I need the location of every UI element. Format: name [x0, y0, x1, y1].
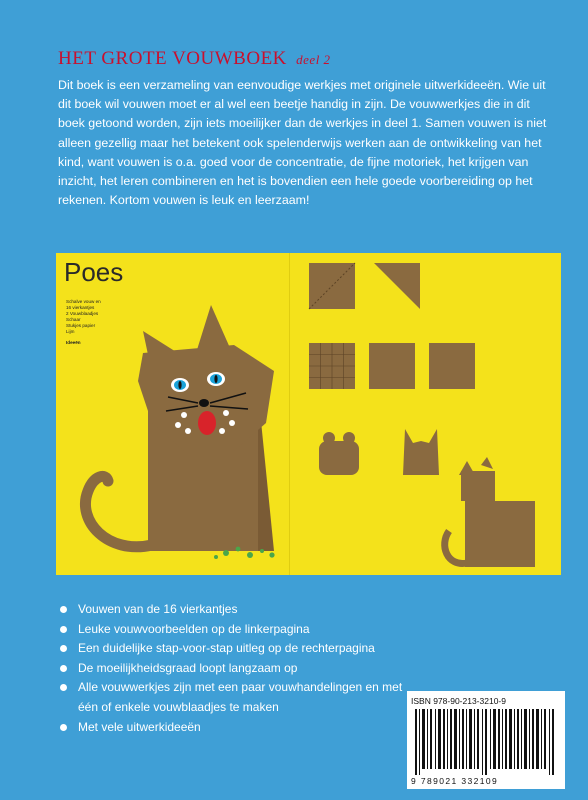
- barcode-number: 9 789021 332109: [411, 776, 499, 786]
- sample-spread-image: [56, 253, 561, 575]
- step-4: [319, 429, 439, 475]
- feature-item: Vouwen van de 16 vierkantjes: [60, 600, 410, 620]
- material-item: Schaar: [66, 317, 81, 322]
- cat-tail: [85, 476, 152, 546]
- book-title: [58, 48, 331, 70]
- material-item: 16 vierkantjes: [66, 305, 95, 310]
- isbn-label: ISBN 978-90-213-3210-9: [411, 696, 506, 706]
- step-2: [374, 263, 420, 309]
- feature-item: Een duidelijke stap-voor-stap uitleg op de rechterpagina: [60, 639, 410, 659]
- title-subtitle: deel 2: [296, 52, 331, 67]
- feature-item: Alle vouwwerkjes zijn met een paar vouwhandelingen en met één of enkele vouwblaadjes te maken: [60, 678, 410, 717]
- ideas-heading: Ideeën: [66, 340, 81, 345]
- feature-item: De moeilijkheidsgraad loopt langzaam op: [60, 659, 410, 679]
- material-item: Schalve vouw en: [66, 299, 101, 304]
- title-main: HET GROTE VOUWBOEK: [58, 48, 287, 69]
- feature-list: [60, 600, 410, 737]
- cat-illustration: [56, 253, 289, 575]
- isbn-barcode-box: [407, 691, 565, 789]
- step-5-silhouette: [445, 457, 535, 567]
- cat-tongue: [198, 411, 216, 435]
- folding-steps: [289, 253, 561, 575]
- step-1: [309, 263, 355, 309]
- material-item: Stukjes papier: [66, 323, 96, 328]
- spread-heading: Poes: [64, 257, 124, 287]
- barcode-icon: [415, 709, 557, 775]
- feature-item: Met vele uitwerkideeën: [60, 718, 410, 738]
- cat-nose: [199, 399, 209, 407]
- intro-paragraph: Dit boek is een verzameling van eenvoudige werkjes met originele uitwerkideeën. Wie uit dit boek wil vouwen moet er al wel een beetje handig in zijn. De vouwwerkjes die in dit boek getoond worden, zijn iets moeilijker dan de werkjes in deel 1. Samen vouwen is niet alleen gezellig maar het betekent ook spelenderwijs werken aan de ontwikkeling van het kind, want vouwen is o.a. goed voor de concentratie, de fijne motoriek, het krijgen van inzicht, het leren combineren en het is bovendien een hele goede voorbereiding op het rekenen. Kortom vouwen is leuk en leerzaam!: [58, 78, 547, 208]
- feature-item: Leuke vouwvoorbeelden op de linkerpagina: [60, 620, 410, 640]
- material-item: 2 Vouwblaadjes: [66, 311, 99, 316]
- material-item: Lijm: [66, 329, 75, 334]
